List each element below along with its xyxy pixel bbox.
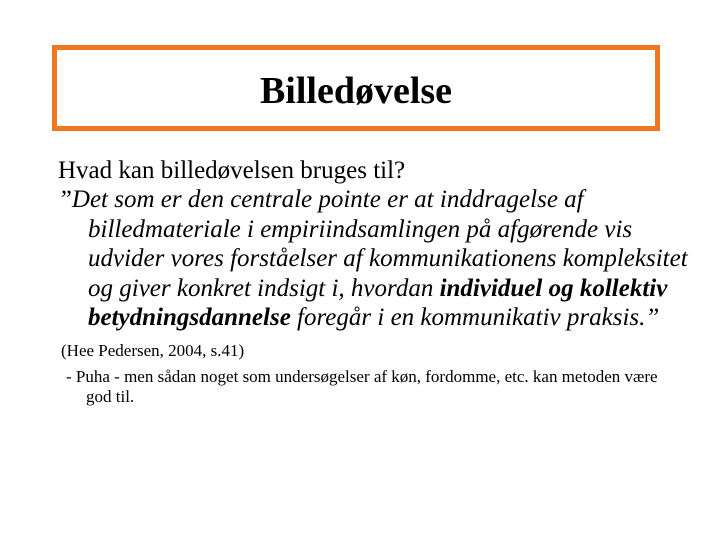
- title-frame: [52, 45, 660, 131]
- question-text: Hvad kan billedøvelsen bruges til?: [58, 157, 406, 184]
- quote-emphasis: individuel og kollektiv betydningsdannelse: [88, 274, 668, 332]
- quote-part-2: foregår i en kommunikativ praksis.”: [290, 304, 660, 332]
- quote-part-1: ”Det som er den centrale pointe er at inddragelse af billedmateriale i empiriindsamlingen på afgørende vis udvider vores forståelser af kommunikationens kompleksitet og giver konkret indsigt i, hvordan: [58, 186, 688, 302]
- slide-body: [58, 156, 698, 407]
- note-text: - Puha - men sådan noget som undersøgelser af køn, fordomme, etc. kan metoden være god til.: [66, 366, 658, 406]
- slide-title: Billedøvelse: [259, 70, 453, 112]
- citation-text: (Hee Pedersen, 2004, s.41): [61, 340, 245, 360]
- quote-block: [58, 185, 698, 333]
